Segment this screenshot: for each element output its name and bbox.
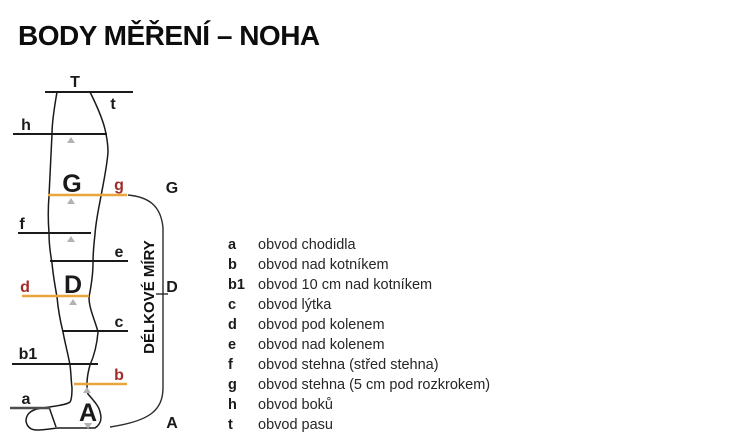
legend-item [228, 315, 490, 335]
legend-item [228, 295, 490, 315]
label-D-right: D [166, 279, 178, 296]
label-D-big: D [63, 271, 83, 299]
legend-text: obvod pasu [258, 417, 333, 433]
legend-text: obvod lýtka [258, 297, 332, 313]
label-c: c [114, 314, 124, 331]
legend-item [228, 235, 490, 255]
leg-measurement-diagram [0, 0, 220, 441]
legend-item [228, 275, 490, 295]
legend-text: obvod pod kolenem [258, 317, 385, 333]
label-A-right: A [166, 415, 178, 432]
measurement-legend [228, 235, 490, 435]
legend-text: obvod nad kotníkem [258, 257, 389, 273]
label-T: T [70, 74, 80, 91]
legend-item [228, 395, 490, 415]
label-d: d [20, 279, 30, 296]
label-A-big: A [78, 399, 98, 427]
legend-text: obvod stehna (5 cm pod rozkrokem) [258, 377, 491, 393]
legend-key: d [228, 317, 237, 333]
legend-text: obvod 10 cm nad kotníkem [258, 277, 433, 293]
legend-key: c [228, 297, 237, 313]
label-G-right: G [165, 180, 179, 197]
legend-key: b1 [228, 277, 245, 293]
label-b: b [114, 367, 124, 384]
label-G-big: G [62, 170, 82, 198]
label-h: h [21, 117, 31, 134]
legend-key: h [228, 397, 237, 413]
label-a: a [21, 391, 31, 408]
page-title: BODY MĚŘENÍ – NOHA [18, 20, 320, 51]
legend-item [228, 355, 490, 375]
legend-text: obvod chodidla [258, 237, 356, 253]
legend-key: e [228, 337, 237, 353]
legend-item [228, 335, 490, 355]
legend-key: g [228, 377, 237, 393]
label-g: g [114, 177, 124, 194]
label-e: e [114, 244, 124, 261]
legend-item [228, 415, 490, 435]
legend-text: obvod boků [258, 397, 333, 413]
legend-key: t [228, 417, 233, 433]
legend-item [228, 255, 490, 275]
legend-key: f [228, 357, 233, 373]
legend-text: obvod stehna (střed stehna) [258, 357, 439, 373]
length-measures-title: DÉLKOVÉ MÍRY [141, 240, 158, 354]
label-t: t [110, 96, 116, 113]
label-f: f [19, 216, 25, 233]
label-b1: b1 [18, 346, 38, 363]
legend-key: a [228, 237, 237, 253]
legend-text: obvod nad kolenem [258, 337, 385, 353]
legend-item [228, 375, 490, 395]
legend-key: b [228, 257, 237, 273]
